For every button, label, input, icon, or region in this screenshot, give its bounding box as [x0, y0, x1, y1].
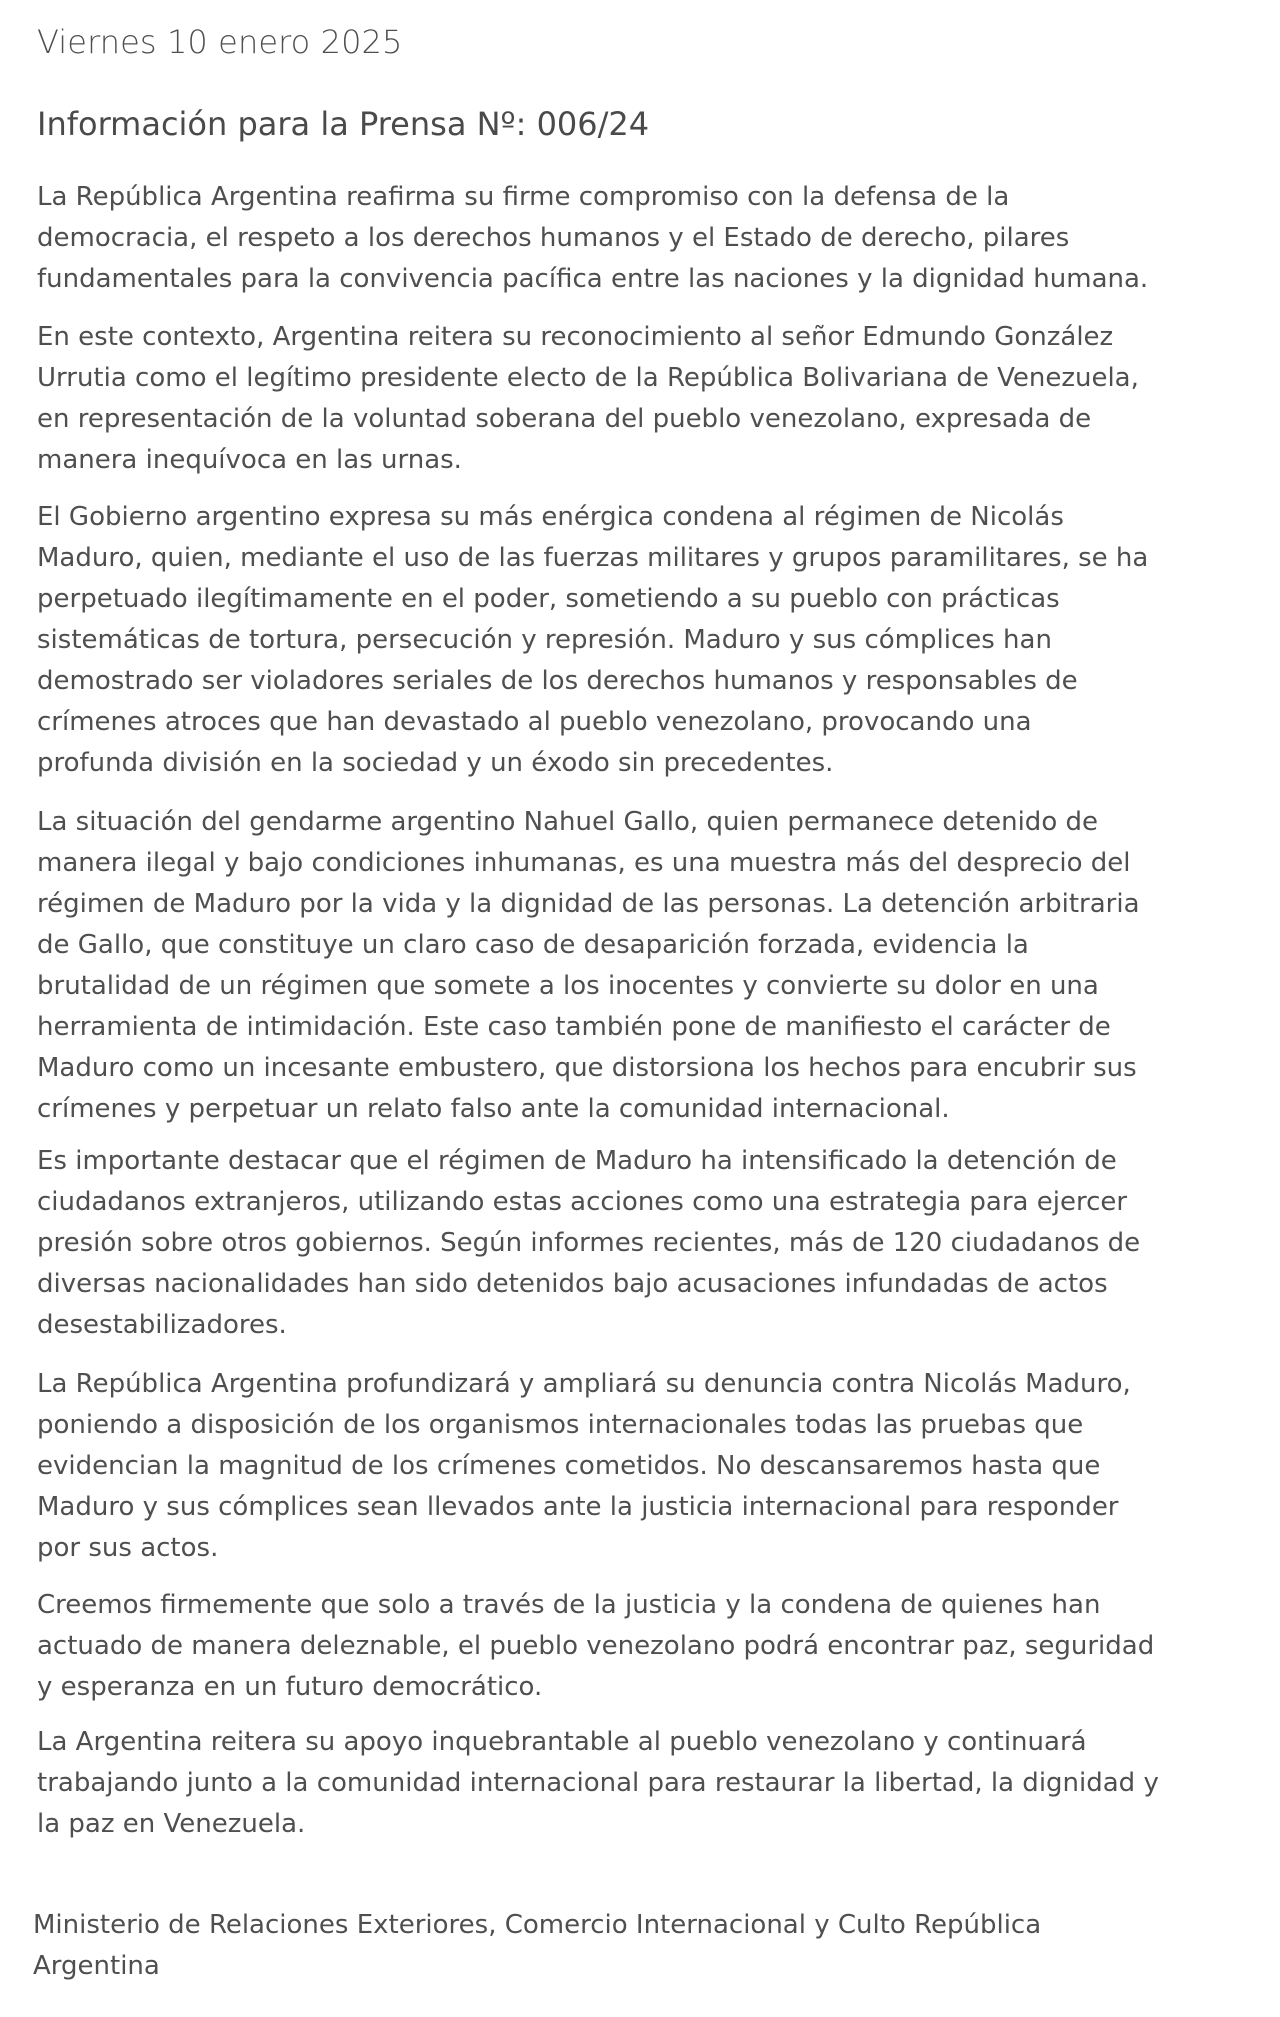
- release-date: Viernes 10 enero 2025: [37, 23, 403, 61]
- paragraph-2: En este contexto, Argentina reitera su reconocimiento al señor Edmundo González Urrutia como el legítimo presidente electo de la República Bolivariana de Venezuela, en representación de la voluntad soberana del pueblo venezolano, expresada de manera inequívoca en las urnas.: [37, 322, 1139, 475]
- ministry-signature: Ministerio de Relaciones Exteriores, Comercio Internacional y Culto República Argentina: [33, 1910, 1042, 1981]
- paragraph-8: La Argentina reitera su apoyo inquebrantable al pueblo venezolano y continuará trabajando junto a la comunidad internacional para restaurar la libertad, la dignidad y la paz en Venezuela.: [37, 1727, 1159, 1839]
- paragraph-1: La República Argentina reafirma su firme compromiso con la defensa de la democracia, el respeto a los derechos humanos y el Estado de derecho, pilares fundamentales para la convivencia pacífica entre las naciones y la dignidad humana.: [37, 182, 1149, 294]
- paragraph-6: La República Argentina profundizará y ampliará su denuncia contra Nicolás Maduro, poniendo a disposición de los organismos internacionales todas las pruebas que evidencian la magnitud de los crímenes cometidos. No descansaremos hasta que Maduro y sus cómplices sean llevados ante la justicia internacional para responder por sus actos.: [37, 1369, 1131, 1563]
- paragraph-4: La situación del gendarme argentino Nahuel Gallo, quien permanece detenido de manera ilegal y bajo condiciones inhumanas, es una muestra más del desprecio del régimen de Maduro por la vida y la dignidad de las personas. La detención arbitraria de Gallo, que constituye un claro caso de desaparición forzada, evidencia la brutalidad de un régimen que somete a los inocentes y convierte su dolor en una herramienta de intimidación. Este caso también pone de manifiesto el carácter de Maduro como un incesante embustero, que distorsiona los hechos para encubrir sus crímenes y perpetuar un relato falso ante la comunidad internacional.: [37, 807, 1140, 1124]
- paragraph-3: El Gobierno argentino expresa su más enérgica condena al régimen de Nicolás Maduro, quien, mediante el uso de las fuerzas militares y grupos paramilitares, se ha perpetuado ilegítimamente en el poder, sometiendo a su pueblo con prácticas sistemáticas de tortura, persecución y represión. Maduro y sus cómplices han demostrado ser violadores seriales de los derechos humanos y responsables de crímenes atroces que han devastado al pueblo venezolano, provocando una profunda división en la sociedad y un éxodo sin precedentes.: [37, 502, 1149, 778]
- press-release-title: Información para la Prensa Nº: 006/24: [37, 105, 650, 143]
- paragraph-5: Es importante destacar que el régimen de Maduro ha intensificado la detención de ciudadanos extranjeros, utilizando estas acciones como una estrategia para ejercer presión sobre otros gobiernos. Según informes recientes, más de 120 ciudadanos de diversas nacionalidades han sido detenidos bajo acusaciones infundadas de actos desestabilizadores.: [37, 1146, 1141, 1340]
- paragraph-7: Creemos firmemente que solo a través de la justicia y la condena de quienes han actuado de manera deleznable, el pueblo venezolano podrá encontrar paz, seguridad y esperanza en un futuro democrático.: [37, 1590, 1155, 1702]
